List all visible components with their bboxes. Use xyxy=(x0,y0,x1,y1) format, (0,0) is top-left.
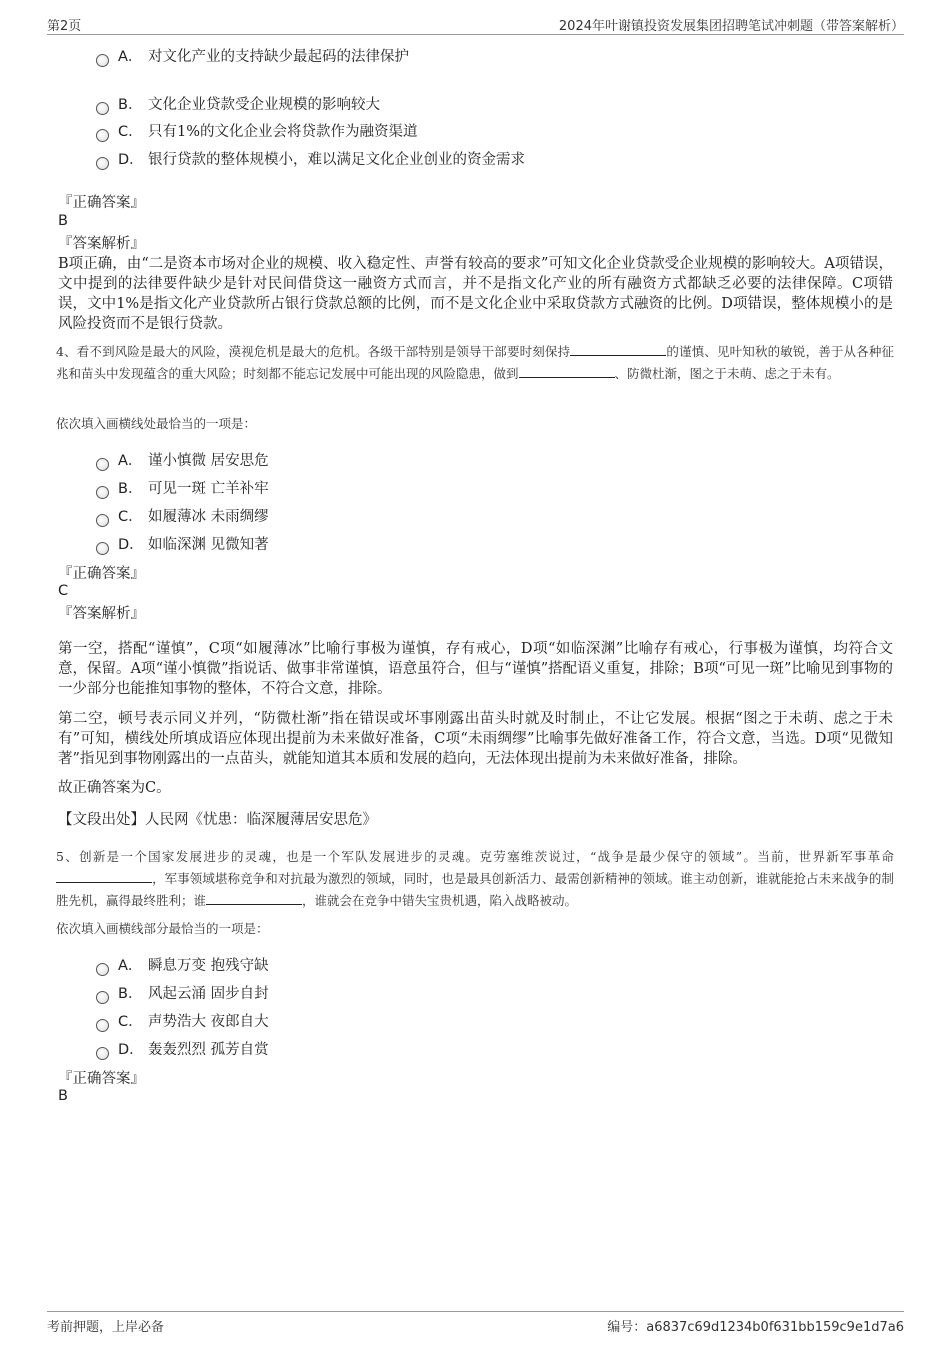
q4-analysis-label: 『答案解析』 xyxy=(58,606,145,622)
q3-answer: B xyxy=(58,213,68,229)
radio-icon[interactable] xyxy=(96,458,109,471)
q5-answer-label: 『正确答案』 xyxy=(58,1071,145,1087)
q4-option-c[interactable]: C． 如履薄冰 未雨绸缪 xyxy=(96,506,269,528)
radio-icon[interactable] xyxy=(96,514,109,527)
q5-answer: B xyxy=(58,1088,68,1104)
blank-line xyxy=(570,341,666,356)
page-footer xyxy=(47,1311,904,1338)
q4-answer-label: 『正确答案』 xyxy=(58,566,145,582)
radio-icon[interactable] xyxy=(96,542,109,555)
page-number: 第2页 xyxy=(47,19,82,34)
radio-icon[interactable] xyxy=(96,486,109,499)
q4-option-b[interactable]: B． 可见一斑 亡羊补牢 xyxy=(96,478,269,500)
document-code: 编号：a6837c69d1234b0f631bb159c9e1d7a6 xyxy=(607,1320,904,1335)
q5-option-c[interactable]: C． 声势浩大 夜郎自大 xyxy=(96,1011,269,1033)
q5-option-d[interactable]: D． 轰轰烈烈 孤芳自赏 xyxy=(96,1039,269,1061)
q4-analysis-conclusion: 故正确答案为C。 xyxy=(58,780,171,796)
q5-option-a[interactable]: A． 瞬息万变 抱残守缺 xyxy=(96,955,269,977)
radio-icon[interactable] xyxy=(96,963,109,976)
page-header xyxy=(47,10,904,35)
q3-option-a[interactable]: A． 对文化产业的支持缺少最起码的法律保护 xyxy=(96,46,409,68)
blank-line xyxy=(206,890,302,905)
radio-icon[interactable] xyxy=(96,157,109,170)
document-title: 2024年叶谢镇投资发展集团招聘笔试冲刺题（带答案解析） xyxy=(558,19,904,34)
radio-icon[interactable] xyxy=(96,102,109,115)
q4-analysis-p1: 第一空，搭配“谨慎”，C项“如履薄冰”比喻行事极为谨慎，存有戒心，D项“如临深渊”比喻存有戒心，行事极为谨慎，均符合文意，保留。A项“谨小慎微”指说话、做事非常谨慎，语意虽符合，但与“谨慎”搭配语义重复，排除；B项“可见一斑”比喻见到事物的一少部分也能推知事物的整体，不符合文意，排除。 xyxy=(58,641,893,697)
radio-icon[interactable] xyxy=(96,991,109,1004)
q3-option-b[interactable]: B． 文化企业贷款受企业规模的影响较大 xyxy=(96,94,380,116)
q4-option-d[interactable]: D． 如临深渊 见微知著 xyxy=(96,534,269,556)
footer-slogan: 考前押题，上岸必备 xyxy=(47,1320,165,1335)
q5-question-text: 5、创新是一个国家发展进步的灵魂，也是一个军队发展进步的灵魂。克劳塞维茨说过，“战争是最少保守的领域”。当前，世界新军事革命，军事领域堪称竞争和对抗最为激烈的领域，同时，也是最具创新活力、最需创新精神的领域。谁主动创新，谁就能抢占未来战争的制胜先机，赢得最终胜利；谁 ，谁就会在竞争中错失宝贵机遇，陷入战略被动。 xyxy=(56,849,894,908)
radio-icon[interactable] xyxy=(96,54,109,67)
q5-option-b[interactable]: B． 风起云涌 固步自封 xyxy=(96,983,269,1005)
radio-icon[interactable] xyxy=(96,1019,109,1032)
q4-answer: C xyxy=(58,583,69,599)
q4-option-a[interactable]: A． 谨小慎微 居安思危 xyxy=(96,450,269,472)
q3-analysis: B项正确，由“二是资本市场对企业的规模、收入稳定性、声誉有较高的要求”可知文化企业贷款受企业规模的影响较大。A项错误，文中提到的法律要件缺少是针对民间借贷这一融资方式而言，并不是指文化产业的所有融资方式都缺乏必要的法律保障。C项错误，文中1%是指文化产业贷款所占银行贷款总额的比例，而不是文化企业中采取贷款方式融资的比例。D项错误，整体规模小的是风险投资而不是银行贷款。 xyxy=(58,256,893,332)
blank-line xyxy=(519,363,615,378)
blank-line xyxy=(56,868,152,883)
q4-analysis-p2: 第二空，顿号表示同义并列，“防微杜渐”指在错误或坏事刚露出苗头时就及时制止，不让它发展。根据“图之于未萌、虑之于未有”可知，横线处所填成语应体现出提前为未来做好准备，C项“未雨绸缪”比喻事先做好准备工作，符合文意，当选。D项“见微知著”指见到事物刚露出的一点苗头，就能知道其本质和发展的趋向，无法体现出提前为未来做好准备，排除。 xyxy=(58,711,893,767)
q5-instruction: 依次填入画横线部分最恰当的一项是： xyxy=(56,921,269,936)
q4-instruction: 依次填入画横线处最恰当的一项是： xyxy=(56,416,257,431)
q4-source: 【文段出处】人民网《忧患：临深履薄居安思危》 xyxy=(58,812,377,828)
radio-icon[interactable] xyxy=(96,129,109,142)
radio-icon[interactable] xyxy=(96,1047,109,1060)
q3-option-d[interactable]: D． 银行贷款的整体规模小，难以满足文化企业创业的资金需求 xyxy=(96,149,525,171)
q3-option-c[interactable]: C． 只有1%的文化企业会将贷款作为融资渠道 xyxy=(96,121,418,143)
q4-question-text: 4、看不到风险是最大的风险，漠视危机是最大的危机。各级干部特别是领导干部要时刻保持 的谨慎、见叶知秋的敏锐，善于从各种征兆和苗头中发现蕴含的重大风险；时刻都不能忘记发展中可能出现的风险隐患，做到 、防微杜渐，图之于未萌、虑之于未有。 xyxy=(56,341,894,385)
q3-analysis-label: 『答案解析』 xyxy=(58,236,145,252)
q3-answer-label: 『正确答案』 xyxy=(58,195,145,211)
